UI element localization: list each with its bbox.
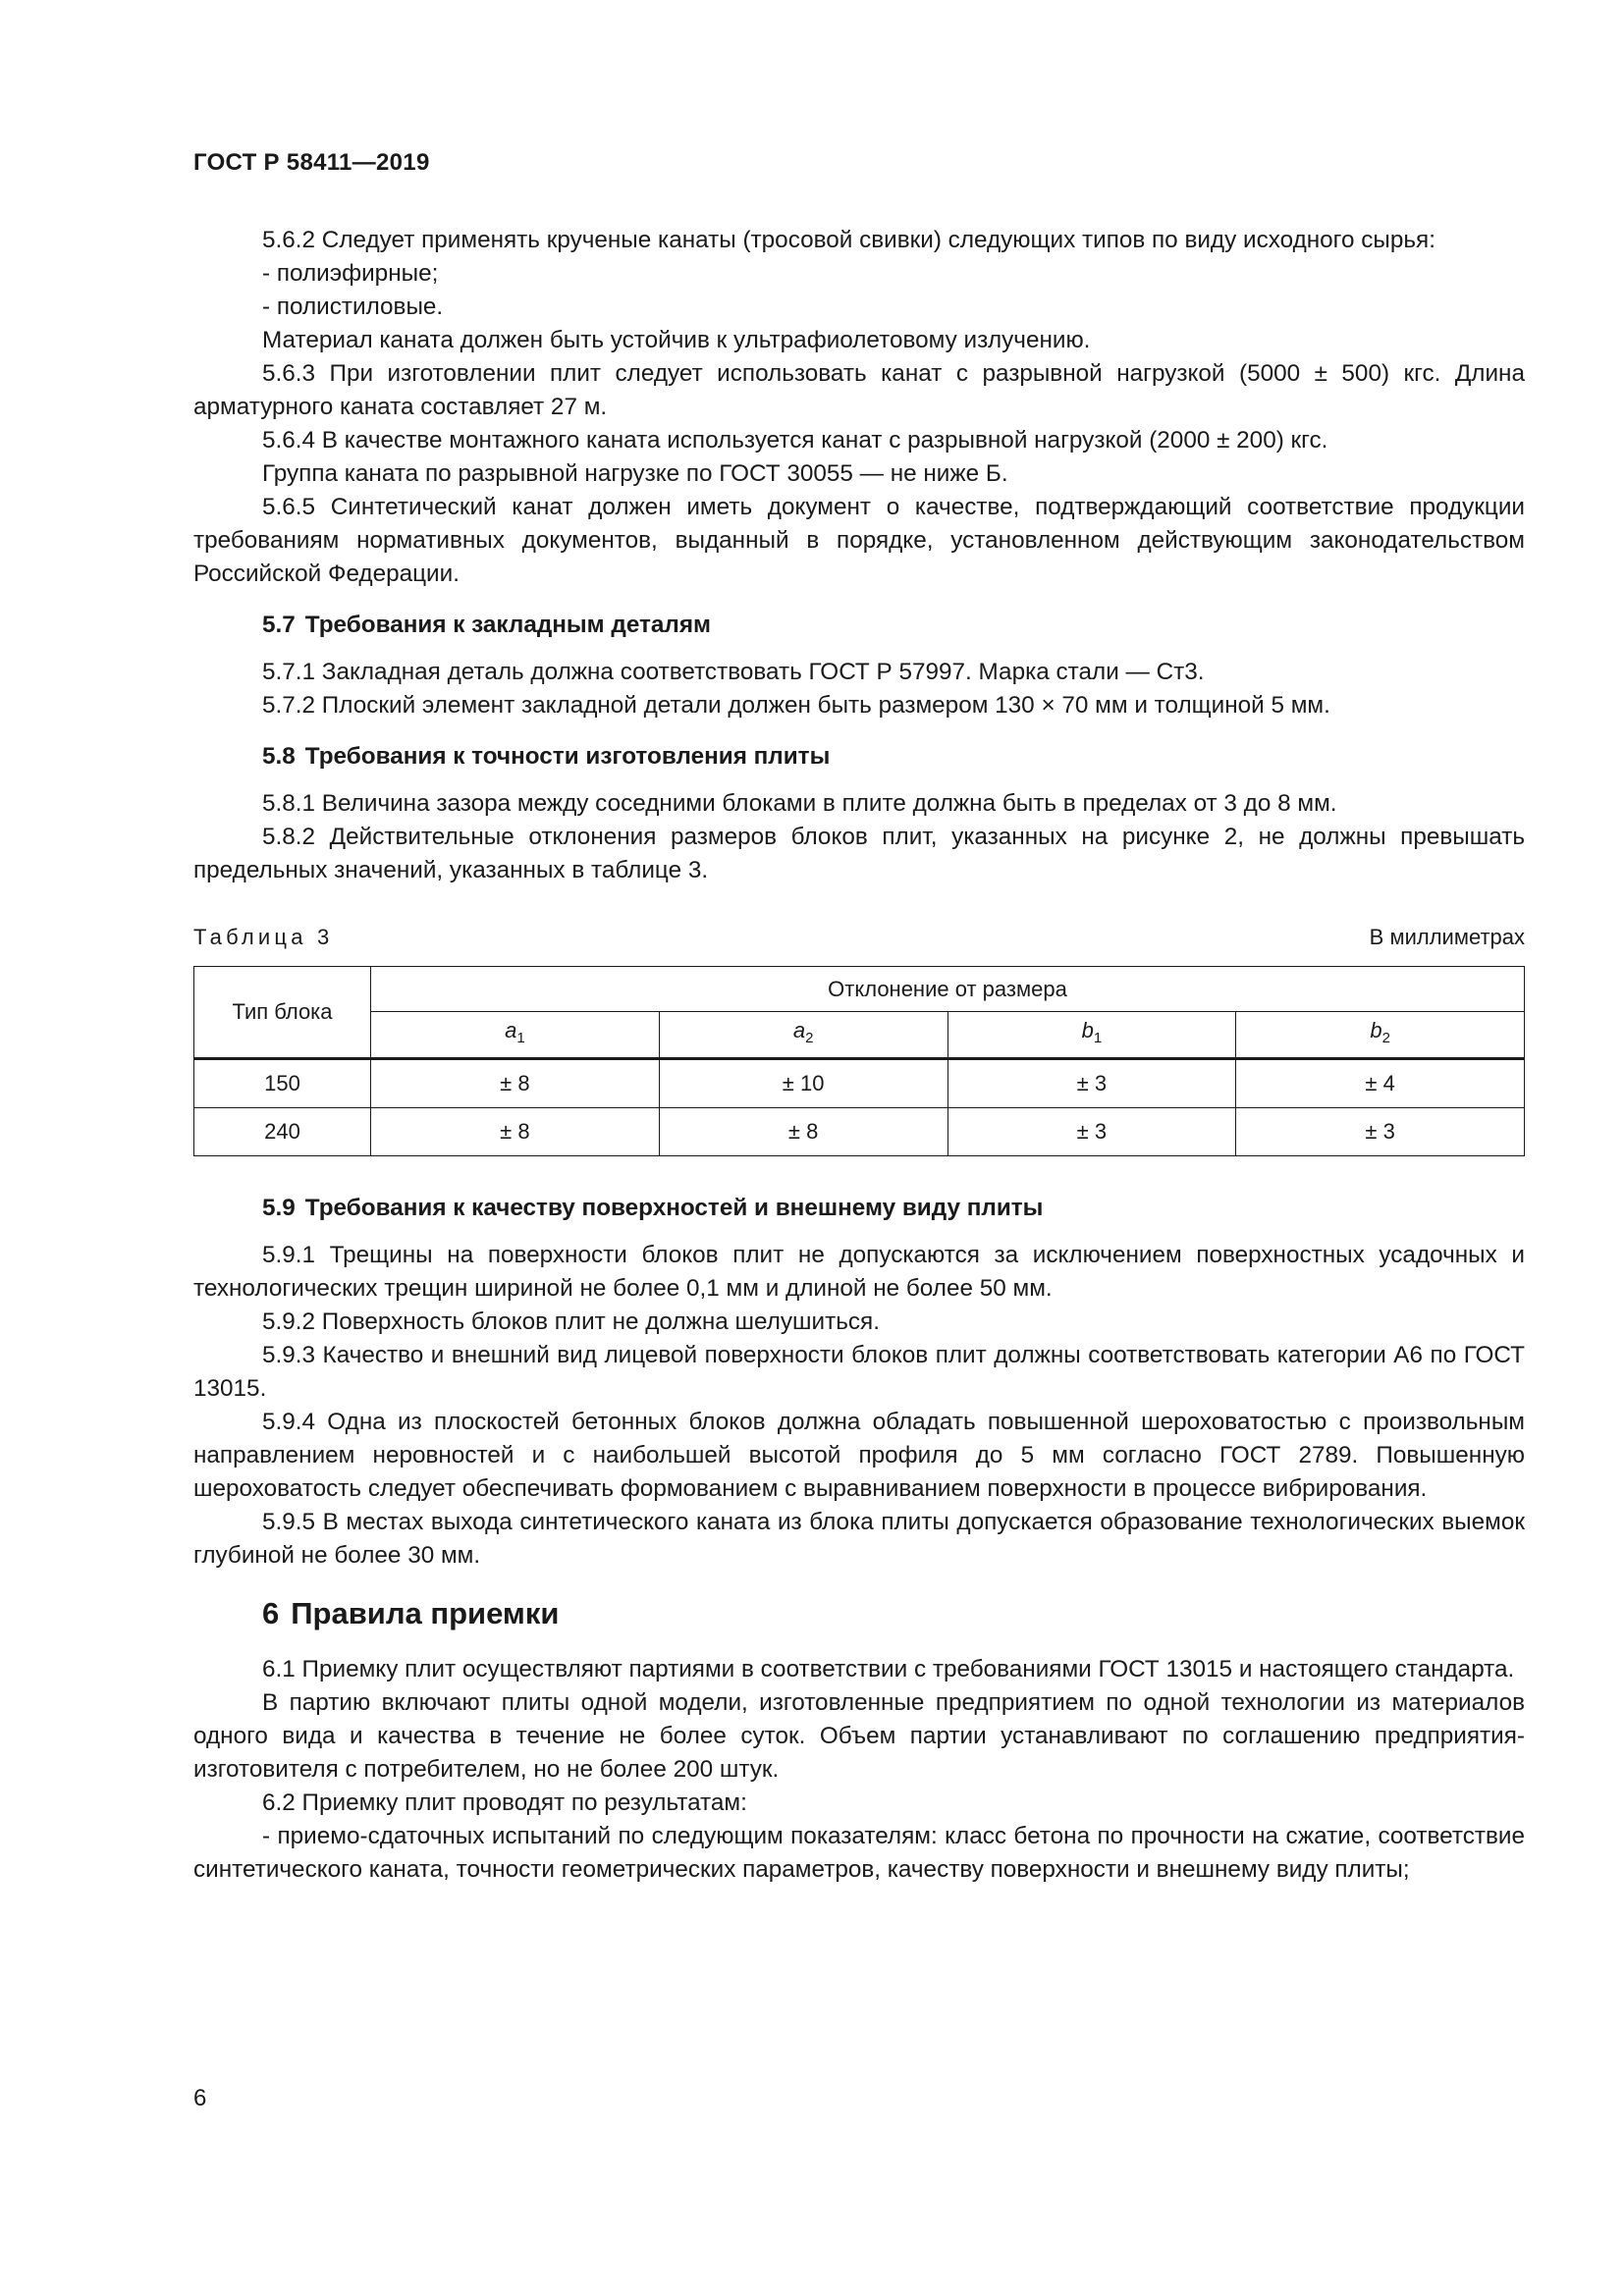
column-header-a2: $a_2$ — [659, 1012, 947, 1059]
table-cell: ± 3 — [1236, 1108, 1525, 1156]
section-title: Требования к качеству поверхностей и внешнему виду плиты — [304, 1195, 1044, 1221]
paragraph-6-2: 6.2 Приемку плит проводят по результатам: — [262, 1789, 747, 1816]
chapter-heading-6 — [193, 1594, 1525, 1633]
document-header: ГОСТ Р 58411—2019 — [193, 149, 430, 176]
chapter-number: 6 — [262, 1596, 280, 1630]
table-label: Таблица 3 — [193, 925, 334, 949]
list-item: - полиэфирные; — [262, 260, 439, 287]
table-cell: ± 8 — [371, 1059, 660, 1108]
column-header-b1: $b_1$ — [947, 1012, 1236, 1059]
paragraph-5-6-3: 5.6.3 При изготовлении плит следует использовать канат с разрывной нагрузкой (5000 ± 500) кгс. Длина арматурного каната составляет 27 м. — [193, 360, 1525, 420]
section-title: Требования к закладным деталям — [304, 612, 712, 638]
section-number: 5.8 — [262, 743, 296, 770]
table-cell: ± 3 — [947, 1059, 1236, 1108]
table-cell: ± 10 — [659, 1059, 947, 1108]
paragraph-5-7-1: 5.7.1 Закладная деталь должна соответствовать ГОСТ Р 57997. Марка стали — Ст3. — [262, 659, 1205, 685]
column-header-a1: $a_1$ — [371, 1012, 660, 1059]
paragraph-6-1: 6.1 Приемку плит осуществляют партиями в соответствии с требованиями ГОСТ 13015 и настоящего стандарта. — [262, 1656, 1515, 1682]
section-heading-5-7 — [193, 609, 1525, 642]
table-cell: ± 4 — [1236, 1059, 1525, 1108]
table-row — [194, 1108, 1525, 1156]
section-heading-5-9 — [193, 1192, 1525, 1225]
column-header-block-type: Тип блока — [194, 967, 371, 1059]
list-item: - приемо-сдаточных испытаний по следующим показателям: класс бетона по прочности на сжатие, соответствие синтетического каната, точности геометрических параметров, качеству поверхности и внешнему виду плиты; — [193, 1823, 1525, 1883]
table-cell: ± 8 — [659, 1108, 947, 1156]
paragraph-5-9-5: 5.9.5 В местах выхода синтетического каната из блока плиты допускается образование технологических выемок глубиной не более 30 мм. — [193, 1509, 1525, 1569]
table-cell: ± 8 — [371, 1108, 660, 1156]
paragraph: Материал каната должен быть устойчив к ультрафиолетовому излучению. — [262, 327, 1091, 353]
table-units: В миллиметрах — [1369, 925, 1525, 949]
paragraph-5-6-5: 5.6.5 Синтетический канат должен иметь документ о качестве, подтверждающий соответствие продукции требованиям нормативных документов, выданный в порядке, установленном действующим законодательством Российской Федерации. — [193, 494, 1525, 587]
chapter-title: Правила приемки — [291, 1596, 560, 1630]
paragraph-5-9-1: 5.9.1 Трещины на поверхности блоков плит не допускаются за исключением поверхностных усадочных и технологических трещин шириной не более 0,1 мм и длиной не более 50 мм. — [193, 1242, 1525, 1302]
section-title: Требования к точности изготовления плиты — [304, 743, 831, 770]
paragraph: В партию включают плиты одной модели, изготовленные предприятием по одной технологии из материалов одного вида и качества в течение не более суток. Объем партии устанавливают по соглашению предприятия-изготовителя с потребителем, но не более 200 штук. — [193, 1689, 1525, 1783]
paragraph-5-8-1: 5.8.1 Величина зазора между соседними блоками в плите должна быть в пределах от 3 до 8 мм. — [262, 790, 1337, 817]
document-body — [193, 224, 1525, 1887]
deviation-table — [193, 966, 1525, 1156]
page-number: 6 — [193, 2085, 207, 2111]
paragraph-5-9-3: 5.9.3 Качество и внешний вид лицевой поверхности блоков плит должны соответствовать категории А6 по ГОСТ 13015. — [193, 1342, 1525, 1402]
table-cell: ± 3 — [947, 1108, 1236, 1156]
paragraph-5-9-4: 5.9.4 Одна из плоскостей бетонных блоков должна обладать повышенной шероховатостью с произвольным направлением неровностей и с наибольшей высотой профиля до 5 мм согласно ГОСТ 2789. Повышенную шероховатость следует обеспечивать формованием с выравниванием поверхности в процессе вибрирования. — [193, 1409, 1525, 1502]
paragraph-5-8-2: 5.8.2 Действительные отклонения размеров блоков плит, указанных на рисунке 2, не должны превышать предельных значений, указанных в таблице 3. — [193, 824, 1525, 883]
paragraph-5-6-2: 5.6.2 Следует применять крученые канаты (тросовой свивки) следующих типов по виду исходного сырья: — [262, 227, 1435, 253]
section-heading-5-8 — [193, 740, 1525, 774]
paragraph-5-6-4: 5.6.4 В качестве монтажного каната используется канат с разрывной нагрузкой (2000 ± 200) кгс. — [262, 427, 1328, 454]
section-number: 5.7 — [262, 612, 296, 638]
table-row — [194, 1059, 1525, 1108]
table-cell: 240 — [194, 1108, 371, 1156]
paragraph: Группа каната по разрывной нагрузке по ГОСТ 30055 — не ниже Б. — [262, 460, 1008, 487]
column-group-header: Отклонение от размера — [371, 967, 1525, 1012]
table-caption — [193, 923, 1525, 952]
section-number: 5.9 — [262, 1195, 296, 1221]
table-cell: 150 — [194, 1059, 371, 1108]
list-item: - полистиловые. — [262, 294, 444, 320]
paragraph-5-7-2: 5.7.2 Плоский элемент закладной детали должен быть размером 130 × 70 мм и толщиной 5 мм. — [262, 692, 1330, 719]
column-header-b2: $b_2$ — [1236, 1012, 1525, 1059]
paragraph-5-9-2: 5.9.2 Поверхность блоков плит не должна шелушиться. — [262, 1308, 880, 1335]
